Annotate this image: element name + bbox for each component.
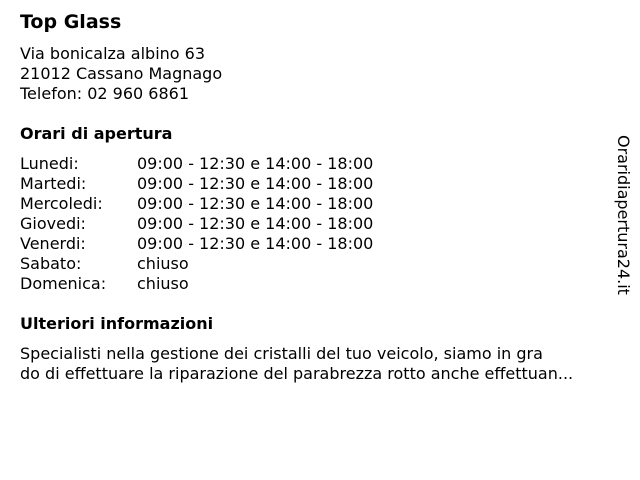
- more-info-heading: Ulteriori informazioni: [20, 314, 214, 333]
- hours-time: 09:00 - 12:30 e 14:00 - 18:00: [137, 154, 374, 173]
- phone-number: Telefon: 02 960 6861: [20, 84, 190, 103]
- hours-day: Domenica:: [20, 274, 107, 293]
- hours-row-domenica: [20, 274, 440, 294]
- hours-day: Martedi:: [20, 174, 87, 193]
- hours-time: 09:00 - 12:30 e 14:00 - 18:00: [137, 214, 374, 233]
- shop-address: [20, 44, 222, 104]
- hours-day: Sabato:: [20, 254, 82, 273]
- hours-row-venerdi: [20, 234, 440, 254]
- opening-hours-table: [20, 154, 440, 294]
- more-info-text: [20, 344, 620, 384]
- more-info-line: Specialisti nella gestione dei cristalli del tuo veicolo, siamo in gra: [20, 344, 543, 363]
- hours-time: chiuso: [137, 254, 189, 273]
- hours-row-mercoledi: [20, 194, 440, 214]
- opening-hours-heading: Orari di apertura: [20, 124, 173, 143]
- shop-title: Top Glass: [20, 11, 122, 33]
- hours-time: chiuso: [137, 274, 189, 293]
- hours-day: Lunedi:: [20, 154, 79, 173]
- hours-row-giovedi: [20, 214, 440, 234]
- site-watermark: [612, 135, 634, 310]
- address-city: 21012 Cassano Magnago: [20, 64, 223, 83]
- hours-time: 09:00 - 12:30 e 14:00 - 18:00: [137, 194, 374, 213]
- hours-row-sabato: [20, 254, 440, 274]
- hours-day: Giovedi:: [20, 214, 86, 233]
- hours-time: 09:00 - 12:30 e 14:00 - 18:00: [137, 234, 374, 253]
- hours-day: Venerdi:: [20, 234, 86, 253]
- hours-time: 09:00 - 12:30 e 14:00 - 18:00: [137, 174, 374, 193]
- hours-row-martedi: [20, 174, 440, 194]
- more-info-line: do di effettuare la riparazione del parabrezza rotto anche effettuan...: [20, 364, 574, 383]
- address-street: Via bonicalza albino 63: [20, 44, 206, 63]
- hours-row-lunedi: [20, 154, 440, 174]
- hours-day: Mercoledi:: [20, 194, 103, 213]
- site-watermark-text: Oraridiapertura24.it: [614, 135, 633, 295]
